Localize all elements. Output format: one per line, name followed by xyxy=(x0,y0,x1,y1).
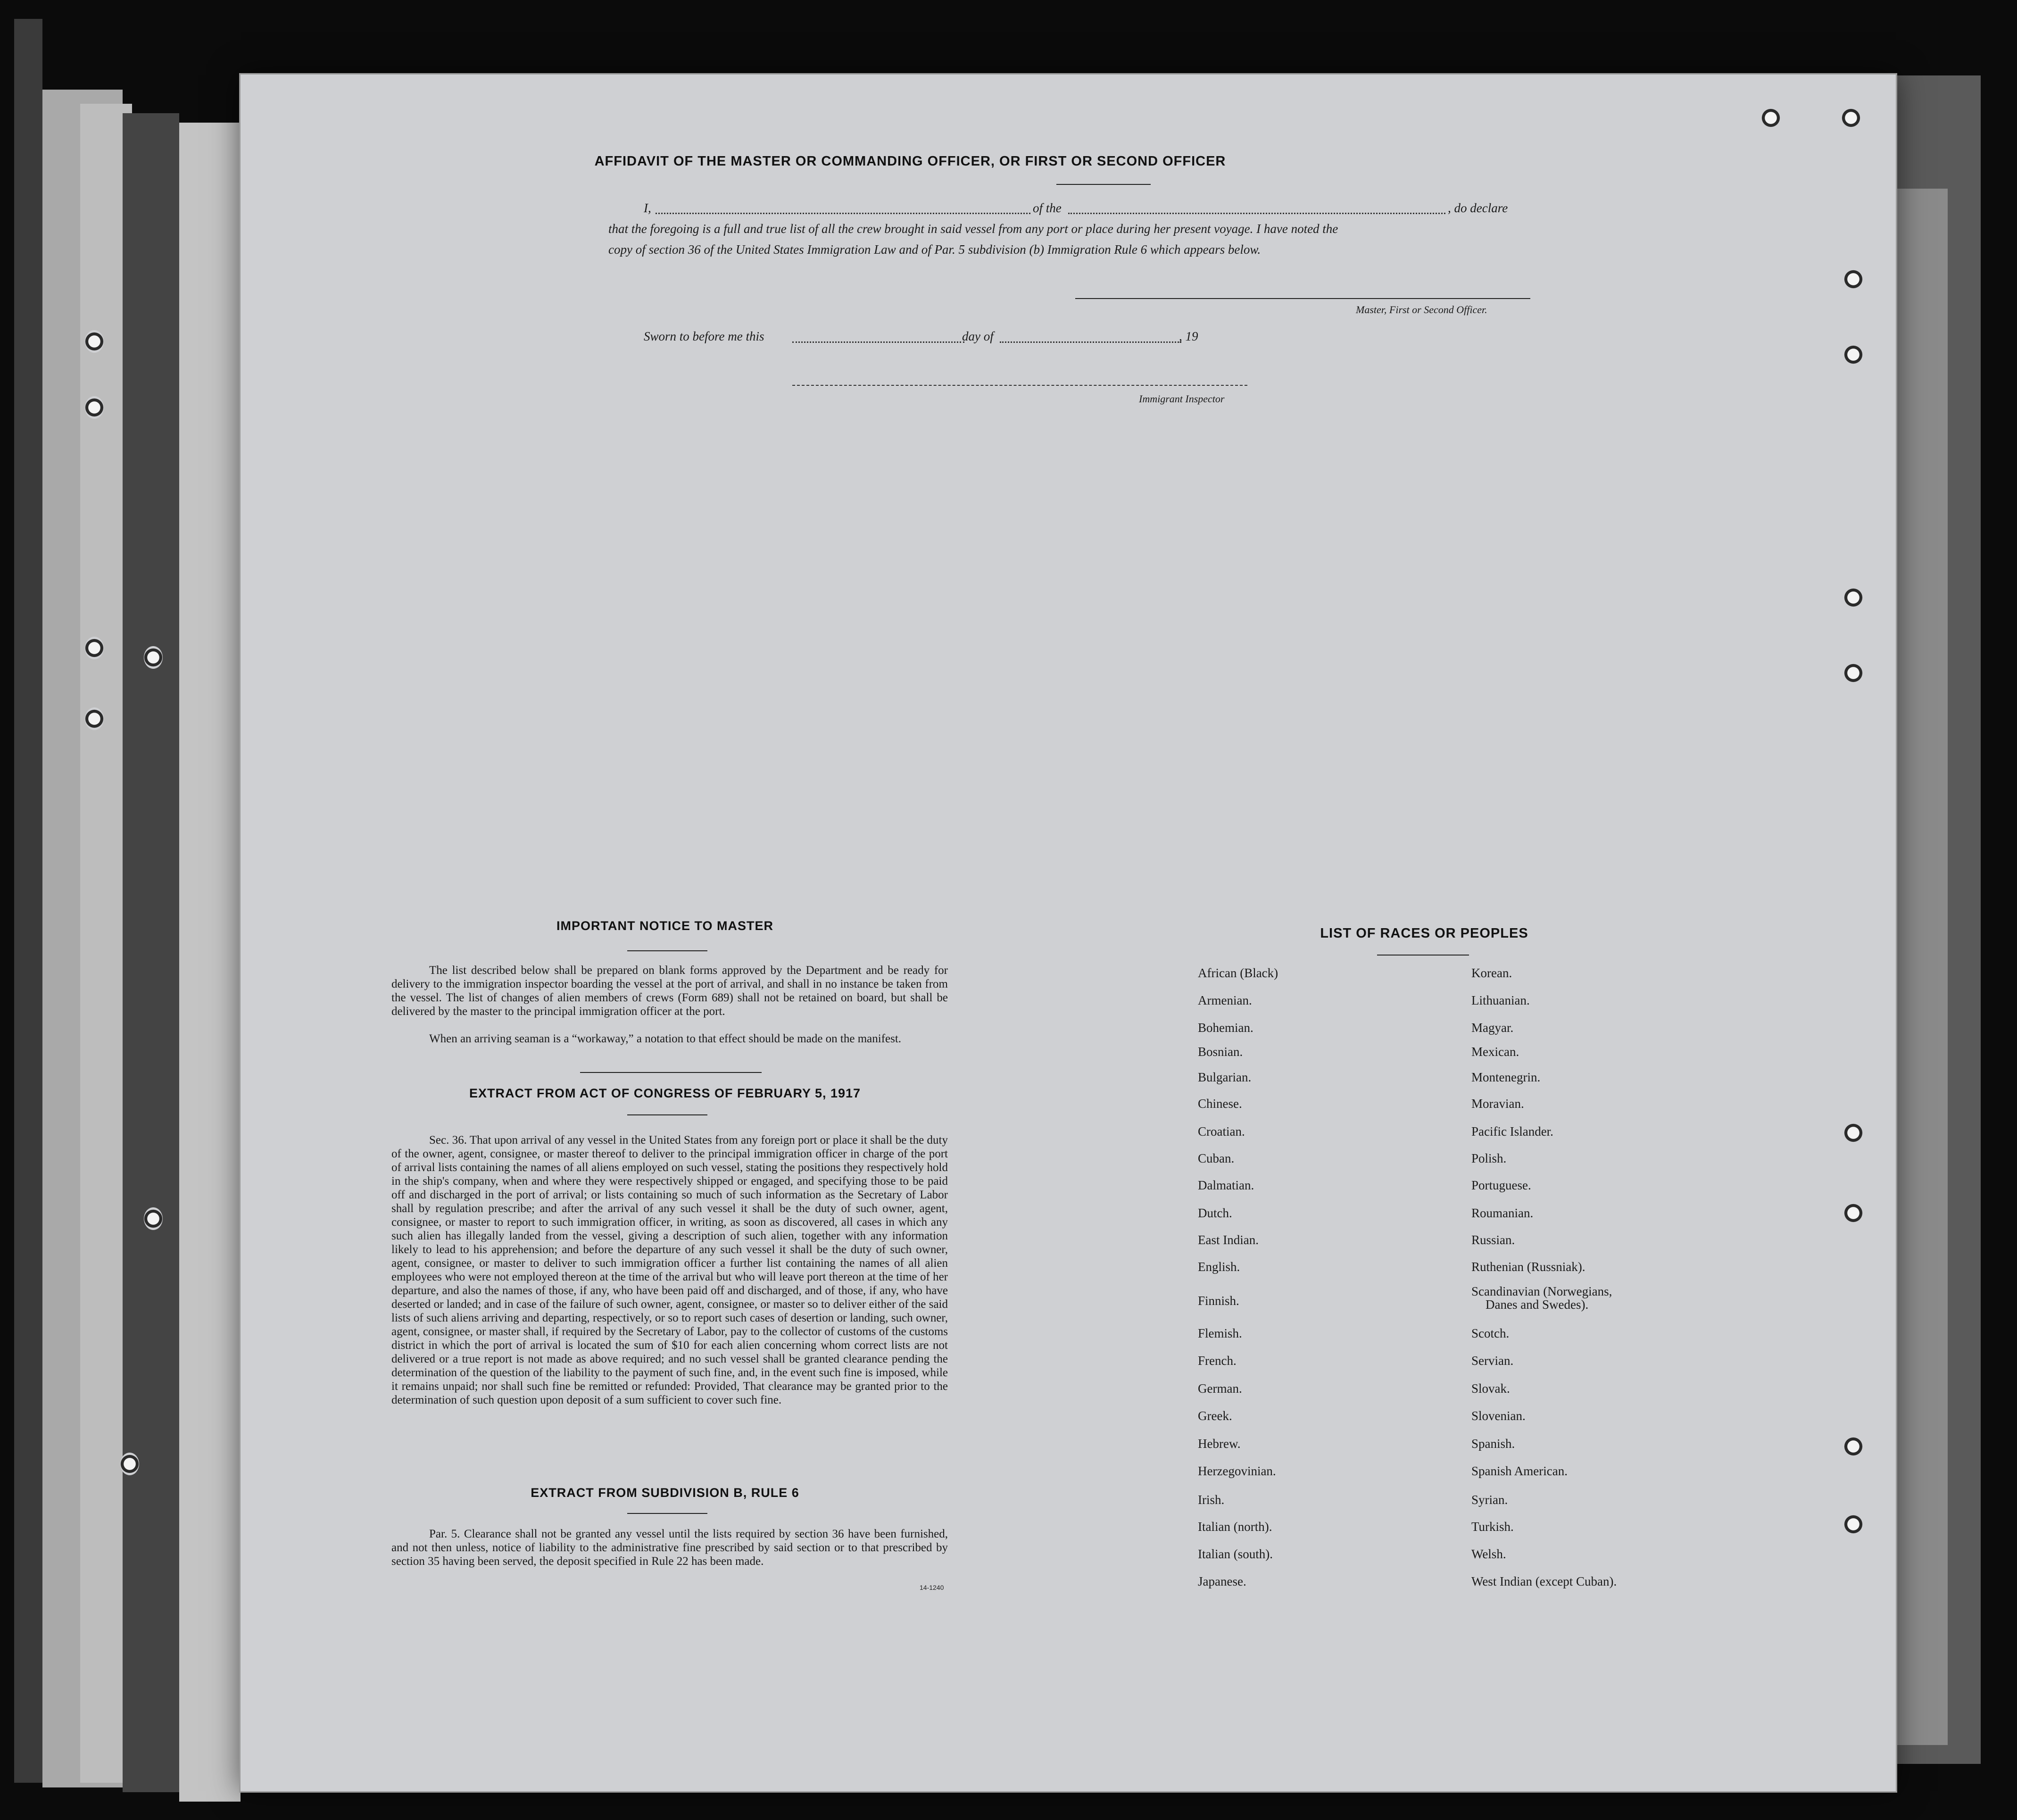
race-item: Italian (south). xyxy=(1198,1547,1273,1561)
race-item: Japanese. xyxy=(1198,1574,1246,1588)
race-item: Hebrew. xyxy=(1198,1437,1241,1451)
race-item: Croatian. xyxy=(1198,1124,1245,1139)
sworn-label: Sworn to before me this xyxy=(644,329,764,343)
section-divider xyxy=(580,1072,762,1073)
race-item: German. xyxy=(1198,1381,1242,1396)
sworn-day-field[interactable] xyxy=(792,341,964,343)
race-item: Servian. xyxy=(1471,1354,1514,1368)
races-rule xyxy=(1377,955,1469,956)
page-stack-edge-left-4 xyxy=(123,113,179,1792)
race-item: Herzegovinian. xyxy=(1198,1464,1276,1478)
affidavit-line-3: copy of section 36 of the United States Immigration Law and of Par. 5 subdivision (b) Immigration Rule 6 which appears below. xyxy=(608,242,1261,257)
page-stack-edge-right-2 xyxy=(1896,189,1948,1745)
race-item: Spanish American. xyxy=(1471,1464,1568,1478)
year-prefix-label: , 19 xyxy=(1179,329,1198,343)
binder-hole xyxy=(1842,107,1860,129)
binder-hole xyxy=(144,646,163,669)
race-item: Montenegrin. xyxy=(1471,1070,1541,1084)
rule-paragraph: Par. 5. Clearance shall not be granted any vessel until the lists required by section 36 have been furnished, and not then unless, notice of liability to the administrative fine prescribed by said section or to that prescribed by section 35 having been served, the deposit specified in Rule 22 has been made. xyxy=(391,1528,948,1568)
race-item: Lithuanian. xyxy=(1471,993,1530,1007)
master-signature-line[interactable] xyxy=(1075,298,1530,299)
affidavit-declare-label: , do declare xyxy=(1448,201,1508,215)
binder-hole xyxy=(1844,1122,1863,1144)
binder-hole xyxy=(1761,107,1780,129)
binder-hole xyxy=(1844,586,1863,609)
vessel-name-field[interactable] xyxy=(1068,213,1445,214)
affidavit-title: AFFIDAVIT OF THE MASTER OR COMMANDING OFFICER, OR FIRST OR SECOND OFFICER xyxy=(594,154,1226,169)
race-item: Slovenian. xyxy=(1471,1409,1526,1423)
race-item: Portuguese. xyxy=(1471,1178,1531,1192)
form-number: 14-1240 xyxy=(920,1584,944,1591)
race-item: Korean. xyxy=(1471,966,1512,980)
binder-hole xyxy=(85,707,104,730)
race-item: Greek. xyxy=(1198,1409,1232,1423)
title-rule xyxy=(1056,184,1151,185)
race-item: Scotch. xyxy=(1471,1326,1510,1340)
race-item: Turkish. xyxy=(1471,1520,1514,1534)
page-stack-edge-left-1 xyxy=(14,19,42,1783)
notice-paragraph-2: When an arriving seaman is a “workaway,” a notation to that effect should be made on the manifest. xyxy=(429,1032,902,1045)
race-item: Dutch. xyxy=(1198,1206,1232,1220)
race-item: Irish. xyxy=(1198,1493,1225,1507)
race-item: Scandinavian (Norwegians, xyxy=(1471,1284,1612,1298)
race-item: Flemish. xyxy=(1198,1326,1242,1340)
inspector-label: Immigrant Inspector xyxy=(1139,393,1225,405)
race-item-scandinavian-cont: Danes and Swedes). xyxy=(1486,1297,1589,1312)
race-item: Polish. xyxy=(1471,1151,1507,1165)
race-item: Pacific Islander. xyxy=(1471,1124,1553,1139)
race-item: Bosnian. xyxy=(1198,1045,1243,1059)
binder-hole xyxy=(1844,343,1863,366)
master-signature-label: Master, First or Second Officer. xyxy=(1356,304,1487,316)
act-rule xyxy=(627,1114,707,1115)
binder-hole xyxy=(1844,268,1863,291)
race-item: Ruthenian (Russniak). xyxy=(1471,1260,1585,1274)
race-item: Syrian. xyxy=(1471,1493,1508,1507)
race-item: Magyar. xyxy=(1471,1021,1514,1035)
act-title: EXTRACT FROM ACT OF CONGRESS OF FEBRUARY 5, 1917 xyxy=(469,1086,861,1100)
race-item: West Indian (except Cuban). xyxy=(1471,1574,1617,1588)
notice-title: IMPORTANT NOTICE TO MASTER xyxy=(556,919,773,933)
race-item: Russian. xyxy=(1471,1233,1515,1247)
race-item: Finnish. xyxy=(1198,1294,1239,1308)
race-item: Bulgarian. xyxy=(1198,1070,1252,1084)
race-item: African (Black) xyxy=(1198,966,1278,980)
binder-hole xyxy=(85,637,104,659)
race-item: Mexican. xyxy=(1471,1045,1519,1059)
document-page xyxy=(241,75,1896,1791)
binder-hole xyxy=(144,1207,163,1230)
race-item: Roumanian. xyxy=(1471,1206,1534,1220)
act-section-36-text: Sec. 36. That upon arrival of any vessel in the United States from any foreign port or place it shall be the duty of the owner, agent, consignee, or master thereof to deliver to the principal immigration officer in charge of the port of arrival lists containing the names of all aliens employed on such vessel, stating the positions they respectively hold in the ship's company, when and where they were respectively shipped or engaged, and specifying those to be paid off and discharged in the port of arrival; or lists containing so much of such information as the Secretary of Labor shall by regulation prescribe; and after the arrival of any such vessel it shall be the duty of such owner, agent, consignee, or master to report to such immigration officer, in writing, as soon as discovered, all cases in which any such alien has illegally landed from the vessel, giving a description of such alien, together with any information likely to lead to his apprehension; and before the departure of any such vessel it shall be the duty of such owner, agent, consignee, or master to deliver to such immigration officer a further list containing the names of all alien employees who were not employed thereon at the time of the arrival but who will leave port thereon at the time of her departure, and also the names of those, if any, who have been paid off and discharged, and of those, if any, who have deserted or landed; and in case of the failure of such owner, agent, consignee, or master so to deliver either of the said lists of such aliens arriving and departing, respectively, or so to report such cases of desertion or landing, such owner, agent, consignee, or master shall, if required by the Secretary of Labor, pay to the collector of customs of the customs district in which the port of arrival is located the sum of $10 for each alien concerning whom correct lists are not delivered or a true report is not made as above required; and no such vessel shall be granted clearance pending the determination of the question of the liability to the payment of such fine, and, in the event such fine is imposed, while it remains unpaid; nor shall such fine be remitted or refunded: Provided, That clearance may be granted prior to the determination of such question upon deposit of a sum sufficient to cover such fine. xyxy=(391,1134,948,1406)
notice-rule xyxy=(627,950,707,951)
race-item: Italian (north). xyxy=(1198,1520,1272,1534)
race-item: French. xyxy=(1198,1354,1237,1368)
race-item: English. xyxy=(1198,1260,1240,1274)
affidavit-of-the-label: of the xyxy=(1033,201,1062,215)
race-item: East Indian. xyxy=(1198,1233,1259,1247)
race-item: Armenian. xyxy=(1198,993,1252,1007)
binder-hole xyxy=(1844,1435,1863,1458)
rule-title: EXTRACT FROM SUBDIVISION B, RULE 6 xyxy=(531,1486,799,1500)
race-item: Bohemian. xyxy=(1198,1021,1253,1035)
binder-hole xyxy=(85,330,104,353)
races-title: LIST OF RACES OR PEOPLES xyxy=(1320,926,1528,941)
binder-hole xyxy=(1844,1513,1863,1536)
declarant-name-field[interactable] xyxy=(656,213,1030,214)
race-item: Slovak. xyxy=(1471,1381,1510,1396)
race-item: Moravian. xyxy=(1471,1097,1524,1111)
affidavit-i-label: I, xyxy=(644,201,651,215)
rule-rule xyxy=(627,1513,707,1514)
binder-hole xyxy=(85,396,104,419)
race-item: Chinese. xyxy=(1198,1097,1242,1111)
inspector-signature-line[interactable] xyxy=(792,385,1247,386)
sworn-month-field[interactable] xyxy=(1000,341,1181,343)
race-item: Dalmatian. xyxy=(1198,1178,1254,1192)
binder-hole xyxy=(1844,1202,1863,1224)
binder-hole xyxy=(1844,662,1863,684)
day-of-label: day of xyxy=(962,329,994,343)
race-item: Cuban. xyxy=(1198,1151,1235,1165)
binder-hole xyxy=(120,1453,139,1475)
page-stack-edge-left-5 xyxy=(179,123,241,1802)
race-item: Welsh. xyxy=(1471,1547,1506,1561)
notice-paragraph-1: The list described below shall be prepared on blank forms approved by the Department and be ready for delivery to the immigration inspector boarding the vessel at the port of arrival, and shall in no instance be taken from the vessel. The list of changes of alien members of crews (Form 689) shall not be retained on board, but shall be delivered by the master to the principal immigration officer at the port. xyxy=(391,964,948,1018)
affidavit-line-2: that the foregoing is a full and true list of all the crew brought in said vessel from any port or place during her present voyage. I have noted the xyxy=(608,222,1338,236)
race-item: Spanish. xyxy=(1471,1437,1515,1451)
